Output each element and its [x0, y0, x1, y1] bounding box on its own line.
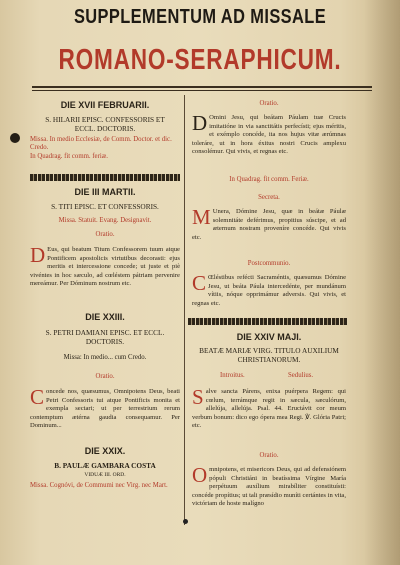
hilarii-title-1: S. HILARII EPISC. CONFESSORIS ET [45, 115, 165, 124]
feb-heading: DIE XVII FEBRUARII. [60, 100, 150, 110]
hilarii-title-2: ECCL. DOCTORIS. [74, 124, 136, 133]
titi-title: S. TITI EPISC. ET CONFESSORIS. [51, 202, 159, 211]
introitus-text: alve sancta Párens, enixa puérpera Regem: qui cœlum, terrámque regit in sæcula, sæculórum, allelúja, allelúja. Psal. 44. Eructávit cor meum verbum bonum: dico ego ópera mea Regi. ℣. Glória Patri; etc. [192, 388, 346, 430]
page-fold-shadow [364, 0, 400, 565]
titi-oratio-label: Oratio. [95, 231, 115, 238]
postcommunio [192, 274, 346, 318]
introitus-label: Introitus. [220, 372, 245, 379]
drop-cap: C [192, 274, 207, 295]
drop-cap: S [192, 388, 204, 409]
xxix-heading: DIE XXIX. [84, 446, 126, 456]
column-separator [184, 95, 185, 525]
damiani-title-2: DOCTORIS. [85, 337, 125, 346]
damiani-title-1: S. PETRI DAMIANI EPISC. ET ECCL. [45, 328, 165, 337]
damiani-oratio-text: oncede nos, quæsumus, Omnipotens Deus, beati Petri Confessoris tui atque Pontificis monita et exempla sectari; ut per terrestrium rerum contemptum ætérna gaudia consequamur. Per Dominum... [30, 388, 180, 430]
sedulius-label: Sedulius. [288, 372, 314, 379]
bottom-mark [183, 519, 188, 524]
titi-oratio-text: Eus, qui beatum Titum Confessorem tuum atque Pontificem apostolicis virtutibus decorasti: ejus meritis et intercessione concede; ut juste et piè vivéntes in hoc sæculo, ad cœléstem pátriam pervenire mereámur. Per Dóminum nostrum etc. [30, 246, 180, 288]
drop-cap: D [30, 246, 46, 267]
oratio2-label: Oratio. [259, 452, 279, 459]
header-rule-thin [32, 90, 372, 91]
postcommunio-text: Œléstibus refécti Sacraméntis, quæsumus Dómine Jesu, ut beáta Páula intercedénte, per mundánum vítiis, nóque opprimámur adversis. Qui vivis, et regnas etc. [192, 274, 346, 307]
titi-oratio [30, 246, 180, 304]
ink-blot [10, 133, 20, 143]
hilarii-missa-1: Missa. In medio Ecclesiæ, de Comm. Doctor. et dic. Credo. [30, 136, 172, 151]
damiani-oratio-label: Oratio. [95, 373, 115, 380]
maria-title-1: BEATÆ MARIÆ VIRG. TITULO AUXILIUM [199, 346, 339, 355]
drop-cap: C [30, 388, 45, 409]
xxiii-heading: DIE XXIII. [85, 312, 125, 322]
ornamental-band [30, 174, 180, 181]
secreta-label: Secreta. [258, 194, 280, 201]
gambara-sub: VIDUÆ III. ORD. [84, 472, 126, 478]
postcommunio-label: Postcommunio. [247, 260, 291, 267]
drop-cap: D [192, 114, 208, 135]
xxiv-heading: DIE XXIV MAJI. [236, 332, 302, 342]
gambara-title: B. PAULÆ GAMBARA COSTA [54, 461, 156, 470]
gambara-missa: Missa. Cognóvi, de Commumi nec Virg. nec Mart. [30, 482, 168, 489]
damiani-missa: Missa: In medio... cum Credo. [63, 354, 147, 361]
oratio-label: Oratio. [259, 100, 279, 107]
titi-missa: Missa. Statuit. Evang. Designavit. [58, 217, 152, 224]
drop-cap: O [192, 466, 208, 487]
damiani-oratio [30, 388, 180, 440]
hilarii-missa-2: In Quadrag. fit comm. feriæ. [30, 153, 108, 160]
maria-title-2: CHRISTIANORUM. [237, 355, 301, 364]
title-line-1: SUPPLEMENTUM AD MISSALE [73, 6, 327, 28]
paula-oratio-text: Omini Jesu, qui beátam Páulam tuæ Crucis imitatióne in via sanctitátis perfecísti; ejus méritis, et exémplo concéde, ita nos hujus vitæ ærúmnas toleráre, ut in hora éxitus nostri Crucis amplexu consolémur. Qui vivis, et regnas etc. [192, 114, 346, 156]
paula-oratio [192, 114, 346, 172]
drop-cap: M [192, 208, 211, 229]
title-line-2: ROMANO-SERAPHICUM. [58, 44, 342, 76]
secreta-text: Unera, Dómine Jesu, quæ in beátæ Páulæ solemnitáte deférimus, propitius súscipe, et ad æternum nostram proveníre concéde. Qui vivis etc. [192, 208, 346, 241]
mart-heading: DIE III MARTII. [74, 187, 136, 197]
header-rule [32, 86, 372, 88]
secreta [192, 208, 346, 252]
ornamental-band [188, 318, 348, 325]
maria-oratio [192, 466, 346, 528]
maria-oratio-text: mnipotens, et misericors Deus, qui ad defensiónem pópuli Christiáni in beatíssima Vírgine María perpétuum auxílium mirabíliter constituísti: concéde propítius; ut tali præsídio muníti certántes in vita, victóriam de hoste malígno [192, 466, 346, 508]
introitus [192, 388, 346, 448]
paula-oratio-note: In Quadrag. fit comm. Feriæ. [229, 176, 309, 183]
